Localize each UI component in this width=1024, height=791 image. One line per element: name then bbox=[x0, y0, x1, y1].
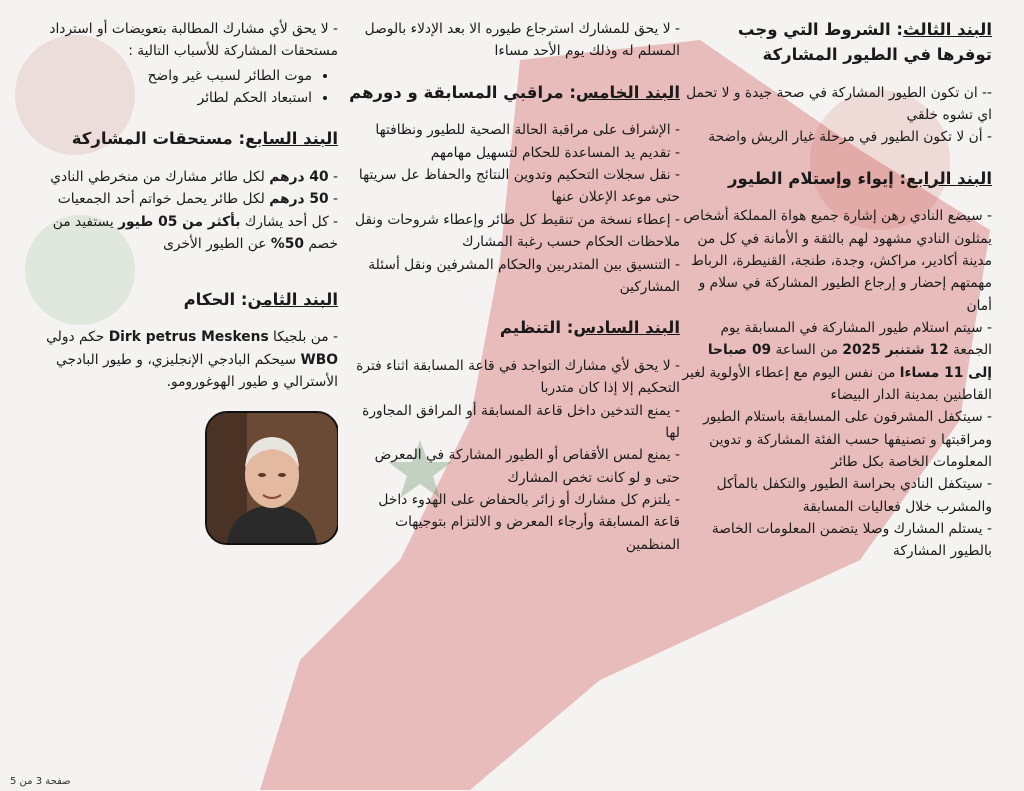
refund-conditions: - لا يحق لأي مشارك المطالبة بتعويضات أو استرداد مستحقات المشاركة للأسباب التالية : • موت الطائر لسبب غير واضح • استبعاد الحكم لطائر bbox=[23, 18, 338, 109]
section-3-paragraph: -- ان تكون الطيور المشاركة في صحة جيدة و لا تحمل اي تشوه خلقي bbox=[686, 84, 992, 123]
section-5-paragraph: - نقل سجلات التحكيم وتدوين النتائج والحفاظ عل سريتها حتى موعد الإعلان عنها bbox=[358, 167, 680, 206]
column-right bbox=[680, 18, 992, 771]
section-3-paragraph: - أن لا تكون الطيور في مرحلة غيار الريش واضحة bbox=[708, 129, 992, 146]
section-6 bbox=[348, 316, 680, 556]
section-7-title: البند السابع: مستحقات المشاركة bbox=[71, 129, 338, 149]
section-6-paragraph: - يلتزم كل مشارك أو زائر بالحفاض على الهدوء داخل قاعة المسابقة وأرجاء المعرض و الالتزام بتوجيهات المنظمين bbox=[378, 492, 680, 553]
section-6-paragraph: - يمنع لمس الأقفاص أو الطيور المشاركة في المعرض حتى و لو كانت تخص المشارك bbox=[374, 447, 680, 486]
section-6-title: البند السادس: التنظيم bbox=[499, 318, 680, 338]
section-4-paragraph: - سيضع النادي رهن إشارة جميع هواة المملكة أشخاص يمثلون النادي مشهود لهم بالثقة و الأمانة في كل من مدينة أكادير، مراكش، وجدة، طنجة، القنيطرة، الرباط مهمتهم إحضار و إرجاع الطيور المشاركة في سلام و أمان bbox=[683, 208, 992, 314]
section-4-paragraph: - يستلم المشارك وصلا يتضمن المعلومات الخاصة بالطيور المشاركة bbox=[711, 521, 992, 560]
return-birds-note: - لا يحق للمشارك استرجاع طيوره الا بعد الإدلاء بالوصل المسلم له وذلك يوم الأحد مساءا bbox=[364, 21, 680, 60]
section-5-paragraph: - الإشراف على مراقبة الحالة الصحية للطيور ونظافتها bbox=[375, 122, 680, 139]
section-7-paragraph: - 40 درهم لكل طائر مشارك من منخرطي النادي bbox=[50, 169, 338, 186]
section-3 bbox=[680, 18, 992, 149]
section-4-title: البند الرابع: إيواء وإستلام الطيور bbox=[728, 168, 992, 188]
section-4-paragraph: - سيتكفل النادي بحراسة الطيور والتكفل بالمأكل والمشرب خلال فعاليات المسابقة bbox=[716, 476, 992, 515]
section-5-paragraph: - التنسيق بين المتدربين والحكام المشرفين ونقل أسئلة المشاركين bbox=[368, 256, 680, 295]
section-8-paragraph: - من بلجيكا Dirk petrus Meskens حكم دولي WBO سيحكم البادجي الإنجليزي، و طيور البادجي الأسترالي و طيور الهوغورومو. bbox=[46, 329, 338, 390]
section-6-paragraph: - يمنع التدخين داخل قاعة المسابقة أو المرافق المجاورة لها bbox=[362, 402, 680, 441]
section-4-paragraph: - سيتم استلام طيور المشاركة في المسابقة يوم الجمعة 12 شتنبر 2025 من الساعة 09 صباحا إلى 11 مساءا من نفس اليوم مع إعطاء الأولوية لغير القاطنين بمدينة الدار البيضاء bbox=[682, 320, 992, 404]
section-8 bbox=[23, 288, 338, 394]
column-left bbox=[23, 18, 338, 771]
section-3-title: البند الثالث: الشروط التي وجب توفرها في الطيور المشاركة bbox=[737, 20, 992, 64]
section-5-paragraph: - إعطاء نسخة من تنقيط كل طائر وإعطاء شروحات ونقل ملاحظات الحكام حسب رغبة المشارك bbox=[355, 211, 680, 251]
list-item: • استبعاد الحكم لطائر bbox=[23, 87, 312, 109]
section-6-paragraph: - لا يحق لأي مشارك التواجد في قاعة المسابقة اثناء فترة التحكيم إلا إذا كان متدربا bbox=[356, 357, 680, 397]
section-4-paragraph: - سيتكفل المشرفون على المسابقة باستلام الطيور ومراقبتها و تصنيفها حسب الفئة المشاركة و تدوين المعلومات الخاصة بكل طائر bbox=[703, 409, 992, 471]
section-4 bbox=[680, 167, 992, 563]
column-middle bbox=[348, 18, 680, 771]
section-5-paragraph: - تقديم يد المساعدة للحكام لتسهيل مهامهم bbox=[430, 144, 680, 161]
section-5-title: البند الخامس: مراقبي المسابقة و دورهم bbox=[349, 82, 680, 102]
list-item: • موت الطائر لسبب غير واضح bbox=[23, 65, 312, 87]
refund-bullets bbox=[23, 65, 312, 110]
section-7 bbox=[23, 127, 338, 255]
section-7-paragraph: - 50 درهم لكل طائر يحمل خواتم أحد الجمعيات bbox=[57, 191, 338, 208]
section-8-title: البند الثامن: الحكام bbox=[183, 289, 338, 309]
judge-portrait-image bbox=[207, 413, 337, 543]
section-5 bbox=[348, 81, 680, 299]
judge-photo bbox=[205, 411, 338, 545]
section-7-paragraph: - كل أحد يشارك بأكثر من 05 طيور يستفيد من خصم 50% عن الطيور الأخرى bbox=[52, 213, 338, 253]
page-number: صفحة 3 من 5 bbox=[10, 776, 71, 787]
